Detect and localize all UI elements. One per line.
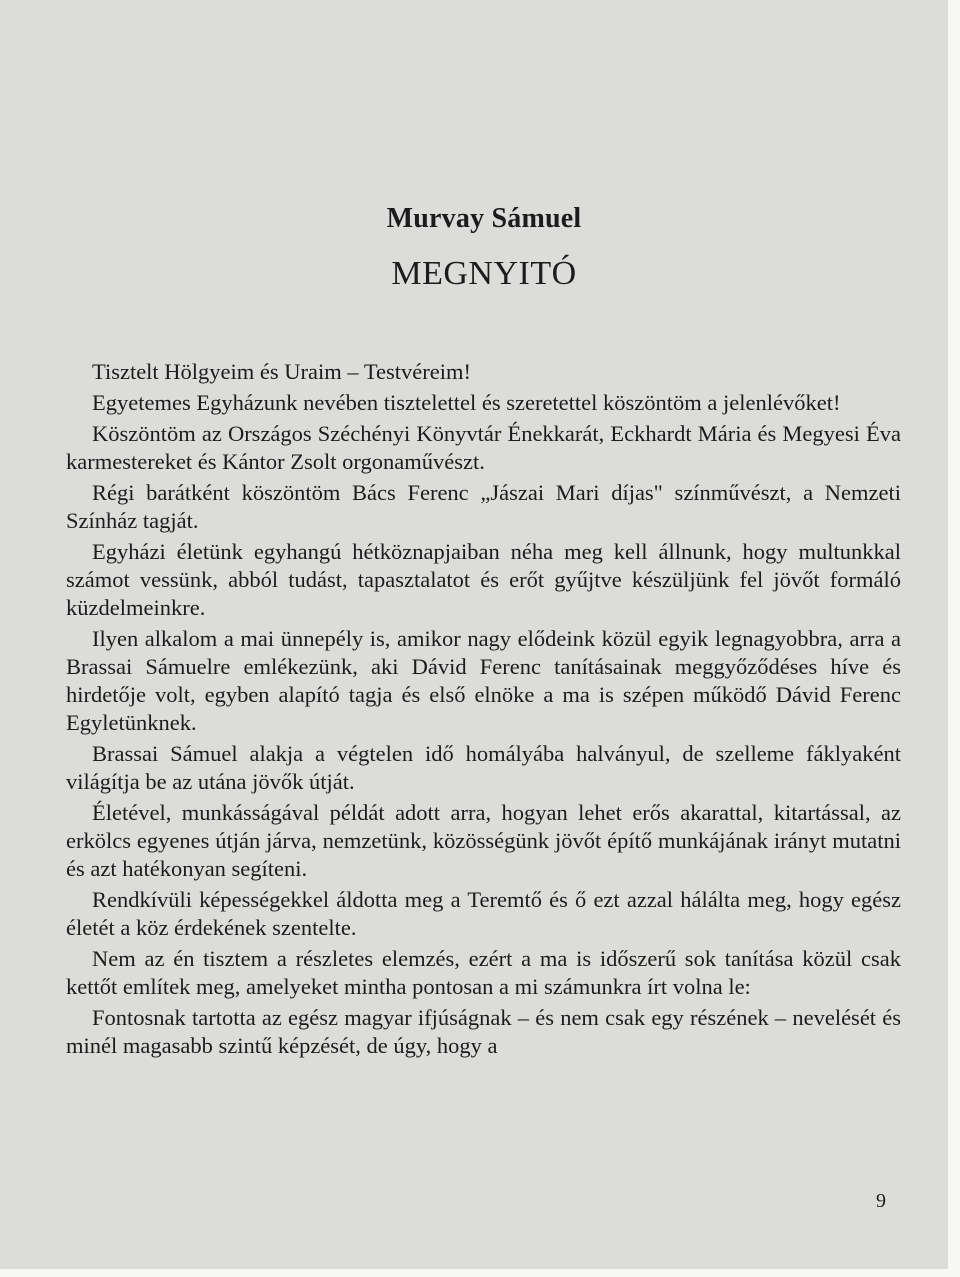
paragraph: Fontosnak tartotta az egész magyar ifjúságnak – és nem csak egy részének – nevelését és minél magasabb szintű képzését, de úgy, hogy a [66,1005,901,1058]
paragraph: Régi barátként köszöntöm Bács Ferenc „Jászai Mari díjas" színművészt, a Nemzeti Színház tagját. [66,480,901,533]
paragraph: Életével, munkásságával példát adott arra, hogyan lehet erős akarattal, kitartással, az erkölcs egyenes útján járva, nemzetünk, közösségünk jövőt építő munkájának irányt mutatni és azt hatékonyan segíteni. [66,800,901,881]
author-name: Murvay Sámuel [386,203,582,234]
paragraph: Rendkívüli képességekkel áldotta meg a Teremtő és ő ezt azzal hálálta meg, hogy egész életét a köz érdekének szentelte. [66,887,901,940]
paragraph: Ilyen alkalom a mai ünnepély is, amikor nagy elődeink közül egyik legnagyobbra, arra a Brassai Sámuelre emlékezünk, aki Dávid Ferenc tanításainak meggyőződéses híve és hirdetője volt, egyben alapító tagja és első elnöke a ma is szépen működő Dávid Ferenc Egyletünknek. [66,626,901,735]
paragraph: Brassai Sámuel alakja a végtelen idő homályába halványul, de szelleme fáklyaként világítja be az utána jövők útját. [66,741,901,794]
page-title: MEGNYITÓ [391,255,577,292]
body-text [66,358,901,1063]
paragraph: Egyházi életünk egyhangú hétköznapjaiban néha meg kell állnunk, hogy multunkkal számot vessünk, abból tudást, tapasztalatot és erőt gyűjtve készüljünk fel jövőt formáló küzdelmeinkre. [66,539,901,620]
paragraph: Köszöntöm az Országos Széchényi Könyvtár Énekkarát, Eckhardt Mária és Megyesi Éva karmestereket és Kántor Zsolt orgonaművészt. [66,421,901,474]
page-edge [948,0,960,1277]
paragraph: Tisztelt Hölgyeim és Uraim – Testvéreim! [92,359,471,384]
page-bottom-edge [0,1269,960,1277]
page-number: 9 [876,1190,886,1212]
paragraph: Egyetemes Egyházunk nevében tisztelettel és szeretettel köszöntöm a jelenlévőket! [92,390,841,415]
paragraph: Nem az én tisztem a részletes elemzés, ezért a ma is időszerű sok tanítása közül csak kettőt említek meg, amelyeket mintha pontosan a mi számunkra írt volna le: [66,946,901,999]
